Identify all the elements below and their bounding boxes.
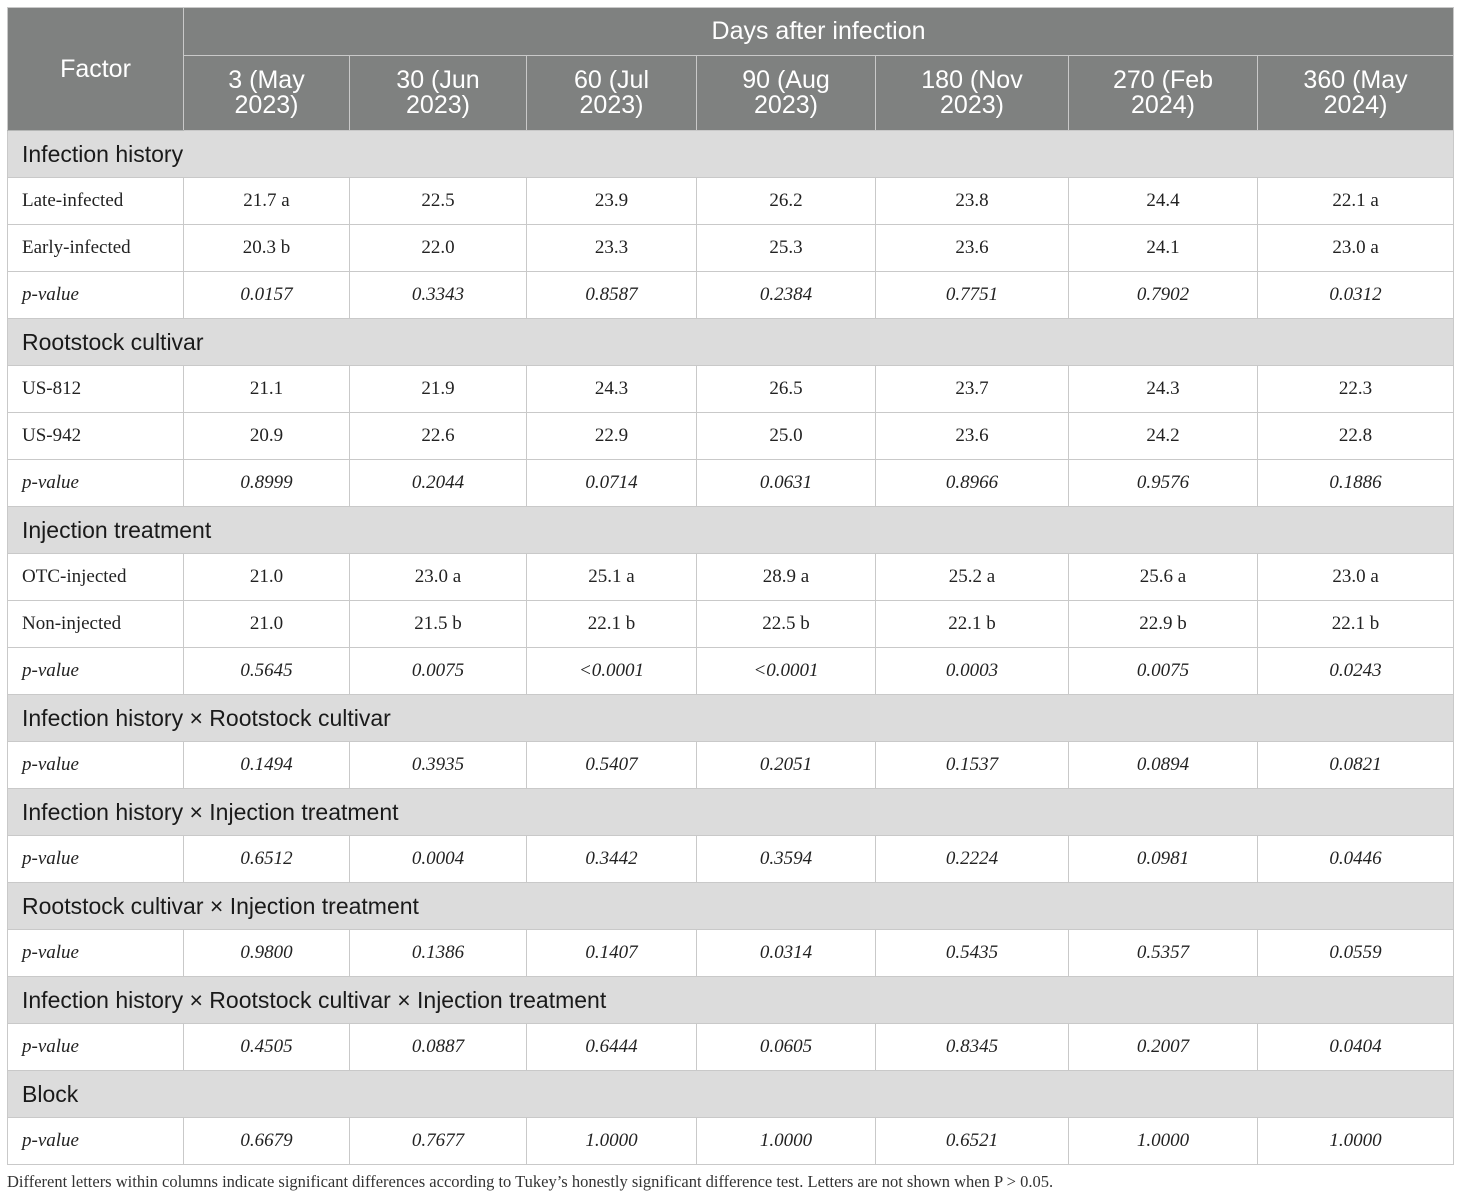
table-row	[8, 1118, 1454, 1165]
table-cell: 0.0404	[1258, 1024, 1454, 1071]
table-row	[8, 742, 1454, 789]
section-title: Injection treatment	[8, 507, 1454, 554]
section-row	[8, 789, 1454, 836]
section-title: Infection history × Rootstock cultivar	[8, 695, 1454, 742]
table-cell: 20.3 b	[184, 225, 350, 272]
table-cell: 23.7	[876, 366, 1069, 413]
table-cell: 0.0446	[1258, 836, 1454, 883]
table-cell: 0.0004	[350, 836, 527, 883]
table-cell: 23.6	[876, 225, 1069, 272]
table-cell: 25.6 a	[1069, 554, 1258, 601]
table-cell: 0.2044	[350, 460, 527, 507]
table-cell: 21.5 b	[350, 601, 527, 648]
section-row	[8, 695, 1454, 742]
table-cell: 0.6444	[527, 1024, 697, 1071]
column-header-line: 2023)	[754, 91, 818, 119]
table-cell: 23.9	[527, 178, 697, 225]
table-cell: 0.0894	[1069, 742, 1258, 789]
section-title: Rootstock cultivar	[8, 319, 1454, 366]
table-cell: 24.3	[1069, 366, 1258, 413]
table-row	[8, 930, 1454, 977]
table-cell: 21.0	[184, 554, 350, 601]
row-label: US-812	[8, 366, 184, 413]
table-row	[8, 648, 1454, 695]
table-row	[8, 413, 1454, 460]
table-cell: 25.0	[697, 413, 876, 460]
table-cell: 0.5357	[1069, 930, 1258, 977]
table-row	[8, 601, 1454, 648]
column-header-line: 30 (Jun	[396, 66, 480, 94]
table-cell: 24.1	[1069, 225, 1258, 272]
section-row	[8, 319, 1454, 366]
table-cell: 0.7902	[1069, 272, 1258, 319]
row-label: p-value	[8, 1118, 184, 1165]
section-row	[8, 507, 1454, 554]
table-cell: 0.0314	[697, 930, 876, 977]
table-cell: 26.2	[697, 178, 876, 225]
row-label: p-value	[8, 742, 184, 789]
section-title: Rootstock cultivar × Injection treatment	[8, 883, 1454, 930]
table-cell: 24.4	[1069, 178, 1258, 225]
column-header-line: 270 (Feb	[1112, 66, 1214, 94]
table-cell: 0.3343	[350, 272, 527, 319]
table-cell: 21.0	[184, 601, 350, 648]
table-cell: 0.8345	[876, 1024, 1069, 1071]
table-cell: 0.2384	[697, 272, 876, 319]
table-cell: 21.9	[350, 366, 527, 413]
table-row	[8, 178, 1454, 225]
table-cell: 22.1 b	[527, 601, 697, 648]
table-cell: 22.9 b	[1069, 601, 1258, 648]
column-header-line: 90 (Aug	[742, 66, 830, 94]
row-label: p-value	[8, 648, 184, 695]
table-cell: 25.1 a	[527, 554, 697, 601]
table-cell: 22.1 b	[1258, 601, 1454, 648]
column-header-line: 2024)	[1131, 91, 1195, 119]
row-label: p-value	[8, 272, 184, 319]
section-title: Infection history × Rootstock cultivar × Injection treatment	[8, 977, 1454, 1024]
table-cell: 22.5 b	[697, 601, 876, 648]
table-cell: 22.8	[1258, 413, 1454, 460]
section-row	[8, 1071, 1454, 1118]
table-cell: 0.1407	[527, 930, 697, 977]
table-cell: 0.6512	[184, 836, 350, 883]
row-label: Late-infected	[8, 178, 184, 225]
table-cell: 0.0821	[1258, 742, 1454, 789]
section-title: Infection history	[8, 131, 1454, 178]
table-cell: 22.1 a	[1258, 178, 1454, 225]
section-title: Block	[8, 1071, 1454, 1118]
table-cell: 24.2	[1069, 413, 1258, 460]
column-header-line: 3 (May	[228, 66, 305, 94]
table-cell: 0.3594	[697, 836, 876, 883]
row-label: p-value	[8, 930, 184, 977]
table-cell: 0.6521	[876, 1118, 1069, 1165]
column-header-line: 2023)	[406, 91, 470, 119]
table-cell: 1.0000	[1258, 1118, 1454, 1165]
table-cell: 1.0000	[697, 1118, 876, 1165]
table-row	[8, 554, 1454, 601]
section-row	[8, 131, 1454, 178]
table-cell: 23.0 a	[1258, 554, 1454, 601]
table-row	[8, 1024, 1454, 1071]
factor-column-header: Factor	[8, 8, 184, 131]
row-label: OTC-injected	[8, 554, 184, 601]
section-title: Infection history × Injection treatment	[8, 789, 1454, 836]
table-cell: 22.3	[1258, 366, 1454, 413]
results-table	[7, 7, 1454, 1165]
days-after-infection-header: Days after infection	[184, 8, 1454, 56]
table-cell: 0.2051	[697, 742, 876, 789]
table-cell: 0.3935	[350, 742, 527, 789]
column-header-line: 180 (Nov	[921, 66, 1023, 94]
table-cell: 26.5	[697, 366, 876, 413]
table-cell: 0.8999	[184, 460, 350, 507]
table-row	[8, 225, 1454, 272]
table-cell: 22.0	[350, 225, 527, 272]
row-label: Non-injected	[8, 601, 184, 648]
table-cell: 0.2224	[876, 836, 1069, 883]
column-header	[1258, 56, 1454, 131]
column-header	[350, 56, 527, 131]
table-cell: 0.0887	[350, 1024, 527, 1071]
column-header	[1069, 56, 1258, 131]
row-label: p-value	[8, 1024, 184, 1071]
table-cell: 0.0157	[184, 272, 350, 319]
column-header	[876, 56, 1069, 131]
table-cell: 21.1	[184, 366, 350, 413]
table-cell: 0.0631	[697, 460, 876, 507]
table-cell: 22.5	[350, 178, 527, 225]
table-cell: 25.3	[697, 225, 876, 272]
table-cell: 0.7751	[876, 272, 1069, 319]
table-cell: 28.9 a	[697, 554, 876, 601]
table-cell: 1.0000	[1069, 1118, 1258, 1165]
table-cell: 0.8966	[876, 460, 1069, 507]
table-cell: 0.0714	[527, 460, 697, 507]
table-cell: 0.0559	[1258, 930, 1454, 977]
row-label: p-value	[8, 836, 184, 883]
table-cell: 0.1494	[184, 742, 350, 789]
table-cell: 0.0003	[876, 648, 1069, 695]
table-cell: 21.7 a	[184, 178, 350, 225]
section-row	[8, 883, 1454, 930]
table-cell: 25.2 a	[876, 554, 1069, 601]
table-cell: 23.8	[876, 178, 1069, 225]
table-body	[8, 131, 1454, 1165]
table-cell: 0.4505	[184, 1024, 350, 1071]
table-cell: 0.1537	[876, 742, 1069, 789]
table-cell: 0.0605	[697, 1024, 876, 1071]
table-cell: 23.0 a	[350, 554, 527, 601]
column-header-line: 2024)	[1323, 91, 1388, 119]
table-cell: 20.9	[184, 413, 350, 460]
table-cell: 0.8587	[527, 272, 697, 319]
table-row	[8, 272, 1454, 319]
table-cell: 0.9576	[1069, 460, 1258, 507]
table-cell: 0.1386	[350, 930, 527, 977]
table-row	[8, 366, 1454, 413]
column-header	[527, 56, 697, 131]
column-header-line: 2023)	[579, 91, 644, 119]
table-cell: 23.6	[876, 413, 1069, 460]
table-cell: 23.0 a	[1258, 225, 1454, 272]
table-cell: 0.5435	[876, 930, 1069, 977]
table-cell: 0.6679	[184, 1118, 350, 1165]
table-cell: 24.3	[527, 366, 697, 413]
table-row	[8, 836, 1454, 883]
column-header	[697, 56, 876, 131]
table-cell: <0.0001	[527, 648, 697, 695]
table-header	[8, 8, 1454, 131]
table-cell: 0.0075	[350, 648, 527, 695]
table-cell: 22.9	[527, 413, 697, 460]
column-header-line: 360 (May	[1303, 66, 1408, 94]
table-cell: 0.0243	[1258, 648, 1454, 695]
column-header-line: 2023)	[234, 91, 299, 119]
column-header-line: 2023)	[940, 91, 1004, 119]
table-cell: 0.7677	[350, 1118, 527, 1165]
table-cell: 1.0000	[527, 1118, 697, 1165]
table-cell: 23.3	[527, 225, 697, 272]
row-label: p-value	[8, 460, 184, 507]
table-cell: 0.1886	[1258, 460, 1454, 507]
table-cell: <0.0001	[697, 648, 876, 695]
column-header-line: 60 (Jul	[573, 66, 650, 94]
table-footnote: Different letters within columns indicate significant differences according to Tukey’s honestly significant difference test. Letters are not shown when P > 0.05.	[7, 1172, 1054, 1191]
table-cell: 0.0312	[1258, 272, 1454, 319]
table-cell: 22.1 b	[876, 601, 1069, 648]
table-row	[8, 460, 1454, 507]
table-cell: 22.6	[350, 413, 527, 460]
row-label: Early-infected	[8, 225, 184, 272]
table-cell: 0.2007	[1069, 1024, 1258, 1071]
row-label: US-942	[8, 413, 184, 460]
table-cell: 0.3442	[527, 836, 697, 883]
section-row	[8, 977, 1454, 1024]
table-cell: 0.5645	[184, 648, 350, 695]
column-header	[184, 56, 350, 131]
table-cell: 0.5407	[527, 742, 697, 789]
table-cell: 0.9800	[184, 930, 350, 977]
table-cell: 0.0075	[1069, 648, 1258, 695]
table-cell: 0.0981	[1069, 836, 1258, 883]
